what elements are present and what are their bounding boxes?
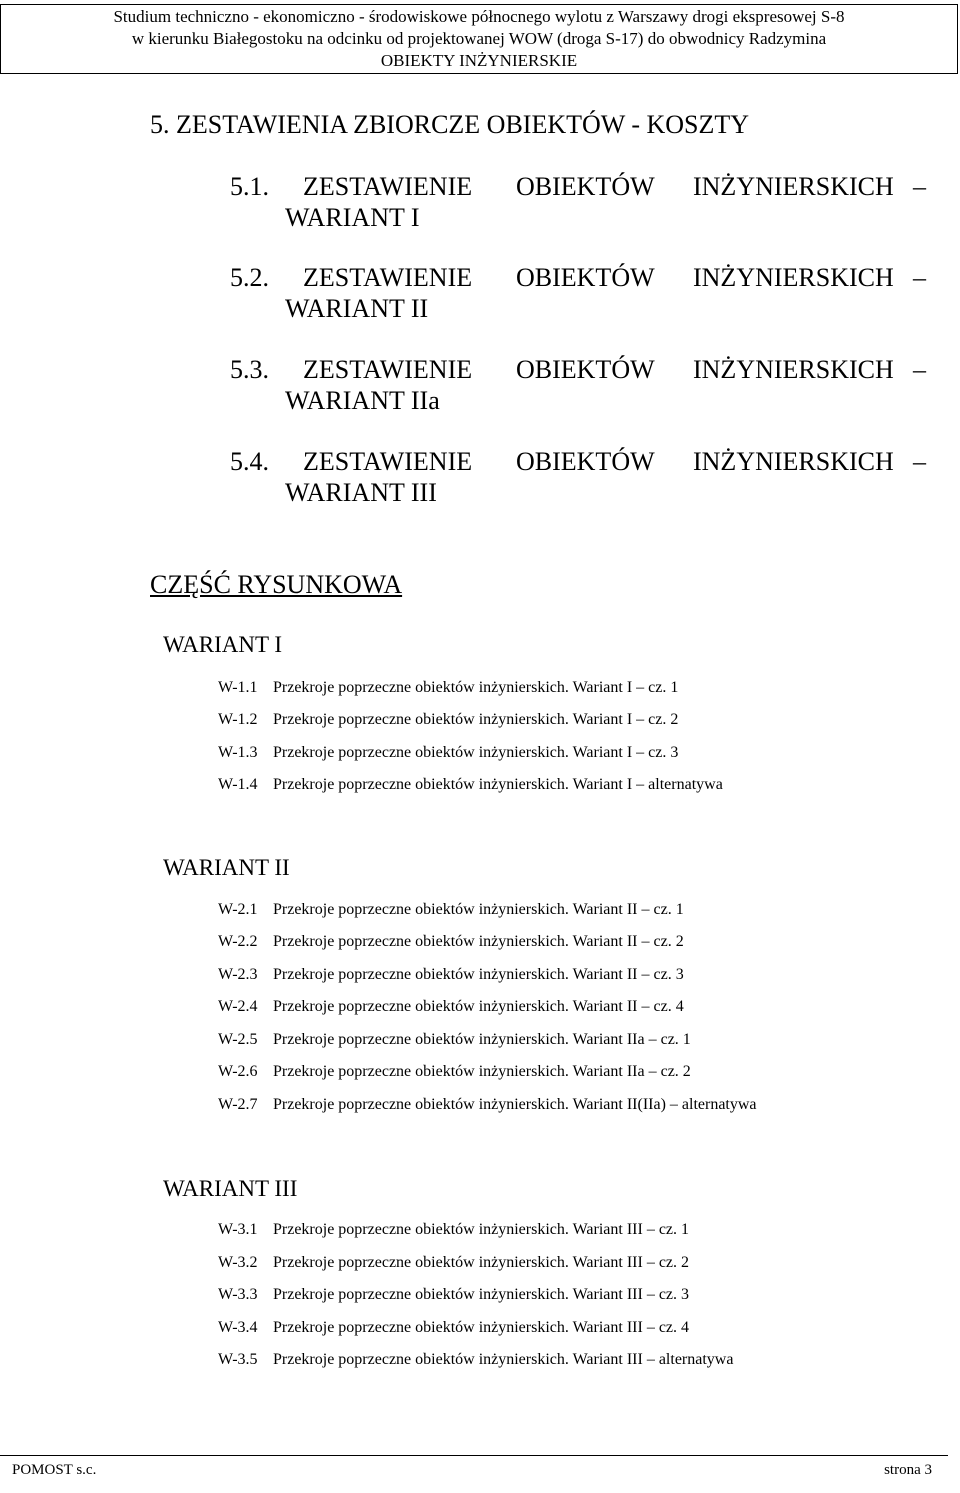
drawing-code: W-3.1 — [218, 1221, 258, 1238]
drawings-title: CZĘŚĆ RYSUNKOWA — [150, 570, 403, 599]
drawing-title: Przekroje poprzeczne obiektów inżynierskich. Wariant IIa – cz. 1 — [273, 1031, 691, 1048]
drawing-list-item — [218, 774, 723, 796]
drawing-list-item — [218, 964, 684, 986]
toc-subtitle: WARIANT II — [285, 294, 429, 323]
variant-heading: WARIANT I — [163, 632, 283, 657]
drawing-code: W-2.7 — [218, 1096, 258, 1113]
toc-subtitle: WARIANT I — [285, 203, 420, 232]
toc-subtitle: WARIANT IIa — [285, 386, 440, 415]
toc-word: OBIEKTÓW — [516, 447, 655, 476]
toc-word: INŻYNIERSKICH — [693, 447, 894, 476]
drawing-list-item — [218, 899, 684, 921]
toc-word: ZESTAWIENIE — [303, 355, 473, 384]
toc-word: ZESTAWIENIE — [303, 172, 473, 201]
drawing-list-item — [218, 1317, 689, 1339]
drawing-title: Przekroje poprzeczne obiektów inżynierskich. Wariant II(IIa) – alternatywa — [273, 1096, 757, 1113]
drawing-code: W-2.6 — [218, 1063, 258, 1080]
document-footer — [0, 1455, 948, 1478]
drawing-code: W-3.5 — [218, 1351, 258, 1368]
drawing-title: Przekroje poprzeczne obiektów inżynierskich. Wariant III – cz. 3 — [273, 1286, 690, 1303]
drawing-code: W-1.4 — [218, 776, 258, 793]
drawing-title: Przekroje poprzeczne obiektów inżynierskich. Wariant III – cz. 1 — [273, 1221, 690, 1238]
toc-number: 5.2. — [230, 263, 269, 292]
variant-heading: WARIANT II — [163, 855, 290, 880]
toc-word: OBIEKTÓW — [516, 263, 655, 292]
page-number: strona 3 — [884, 1462, 932, 1478]
header-line-2: w kierunku Białegostoku na odcinku od projektowanej WOW (droga S-17) do obwodnicy Radzymina — [131, 29, 827, 48]
drawing-list-item — [218, 1219, 689, 1241]
drawing-title: Przekroje poprzeczne obiektów inżynierskich. Wariant II – cz. 4 — [273, 998, 684, 1015]
toc-number: 5.1. — [230, 172, 269, 201]
toc-word: ZESTAWIENIE — [303, 447, 473, 476]
drawing-list-item — [218, 709, 678, 731]
header-line-1: Studium techniczno - ekonomiczno - środowiskowe północnego wylotu z Warszawy drogi ekspresowej S-8 — [113, 7, 845, 26]
toc-dash: – — [913, 172, 926, 201]
toc-subtitle: WARIANT III — [285, 478, 437, 507]
drawing-code: W-1.2 — [218, 711, 258, 728]
toc-word: ZESTAWIENIE — [303, 263, 473, 292]
toc-dash: – — [913, 355, 926, 384]
document-header — [0, 4, 958, 74]
drawing-code: W-2.5 — [218, 1031, 258, 1048]
toc-dash: – — [913, 263, 926, 292]
section-title: 5. ZESTAWIENIA ZBIORCZE OBIEKTÓW - KOSZTY — [150, 110, 750, 139]
toc-word: INŻYNIERSKICH — [693, 263, 894, 292]
drawing-list-item — [218, 1252, 689, 1274]
drawing-code: W-2.3 — [218, 966, 258, 983]
drawing-title: Przekroje poprzeczne obiektów inżynierskich. Wariant II – cz. 1 — [273, 901, 684, 918]
drawing-title: Przekroje poprzeczne obiektów inżynierskich. Wariant I – cz. 3 — [273, 744, 679, 761]
drawing-title: Przekroje poprzeczne obiektów inżynierskich. Wariant III – alternatywa — [273, 1351, 734, 1368]
toc-word: OBIEKTÓW — [516, 355, 655, 384]
toc-dash: – — [913, 447, 926, 476]
toc-number: 5.3. — [230, 355, 269, 384]
drawing-list-item — [218, 742, 678, 764]
drawing-title: Przekroje poprzeczne obiektów inżynierskich. Wariant I – alternatywa — [273, 776, 723, 793]
drawing-code: W-3.3 — [218, 1286, 258, 1303]
variant-heading: WARIANT III — [163, 1176, 298, 1201]
drawing-title: Przekroje poprzeczne obiektów inżynierskich. Wariant IIa – cz. 2 — [273, 1063, 691, 1080]
drawing-list-item — [218, 1029, 691, 1051]
toc-number: 5.4. — [230, 447, 269, 476]
drawing-list-item — [218, 1349, 733, 1371]
toc-word: INŻYNIERSKICH — [693, 172, 894, 201]
drawing-list-item — [218, 931, 684, 953]
header-line-3: OBIEKTY INŻYNIERSKIE — [380, 51, 578, 70]
drawing-list-item — [218, 996, 684, 1018]
drawing-title: Przekroje poprzeczne obiektów inżynierskich. Wariant I – cz. 2 — [273, 711, 679, 728]
drawing-title: Przekroje poprzeczne obiektów inżynierskich. Wariant III – cz. 2 — [273, 1254, 690, 1271]
drawing-list-item — [218, 1061, 691, 1083]
toc-word: INŻYNIERSKICH — [693, 355, 894, 384]
drawing-code: W-2.1 — [218, 901, 258, 918]
toc-word: OBIEKTÓW — [516, 172, 655, 201]
drawing-code: W-3.2 — [218, 1254, 258, 1271]
drawing-title: Przekroje poprzeczne obiektów inżynierskich. Wariant III – cz. 4 — [273, 1319, 690, 1336]
drawing-code: W-3.4 — [218, 1319, 258, 1336]
drawing-code: W-2.4 — [218, 998, 258, 1015]
drawing-list-item — [218, 1284, 689, 1306]
drawing-code: W-2.2 — [218, 933, 258, 950]
drawing-title: Przekroje poprzeczne obiektów inżynierskich. Wariant I – cz. 1 — [273, 679, 679, 696]
footer-company: POMOST s.c. — [12, 1462, 97, 1478]
drawing-list-item — [218, 677, 678, 699]
drawing-title: Przekroje poprzeczne obiektów inżynierskich. Wariant II – cz. 3 — [273, 966, 684, 983]
drawing-list-item — [218, 1094, 757, 1116]
drawing-title: Przekroje poprzeczne obiektów inżynierskich. Wariant II – cz. 2 — [273, 933, 684, 950]
drawing-code: W-1.3 — [218, 744, 258, 761]
drawing-code: W-1.1 — [218, 679, 258, 696]
